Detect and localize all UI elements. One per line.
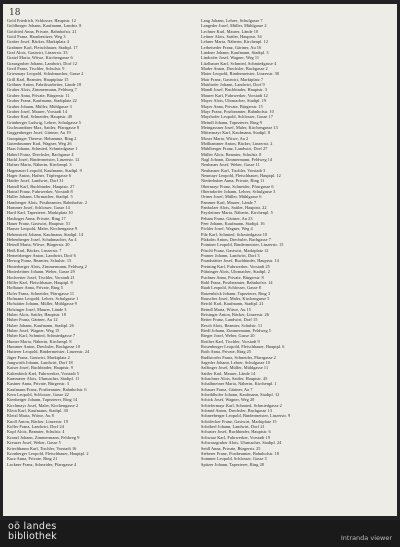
directory-entry: Klein Karl, Kaufmann, Stadtpl. 30 xyxy=(7,408,68,414)
directory-entry: Huber Karl, Schmied, Schmiedgasse 7 xyxy=(7,333,76,339)
directory-entry: Maier Leopold, Bindermeister, Linzerstr. 30 xyxy=(201,71,279,77)
directory-entry: Hehenberger Josef, Schuhmacher, Au 4 xyxy=(7,237,77,243)
directory-entry: Puchner Anna, Private, Bürgerstr. 8 xyxy=(201,274,264,280)
directory-entry: Lehner Maria, Näherin, Kirchenpl. 12 xyxy=(201,39,269,45)
directory-entry: Pühringer Alois, Uhrmacher, Stadtpl. 2 xyxy=(201,269,270,275)
directory-entry: Hainzl Franz, Fuhrwerker, Vorstadt 8 xyxy=(7,189,73,194)
directory-entry: Pöschl Franz, Gastwirt, Marktplatz 12 xyxy=(201,247,269,253)
directory-entry: Sieberer Franz, Postbeamter, Bahnhofstr. 18 xyxy=(201,450,279,456)
directory-entry: Langeder Josef, Müller, Mühlgasse 2 xyxy=(201,23,267,29)
directory-entry: Hinterleitner Johann, Weber, Gasse 29 xyxy=(7,269,75,275)
directory-entry: Mayer Alois, Uhrmacher, Stadtpl. 19 xyxy=(201,98,267,104)
directory-entry: Griesmayr Leopold, Schuhmacher, Gasse 2 xyxy=(7,71,84,77)
directory-entry: Pichler Josef, Wagner, Weg 4 xyxy=(201,226,253,232)
directory-entry: Oberndorfer Johann, Lehrer, Schulgasse 3 xyxy=(201,189,276,194)
directory-entry: Peham Franz, Gärtner, Au 23 xyxy=(201,215,253,221)
directory-entry: Rauscher Josef, Maler, Kirchengasse 5 xyxy=(201,295,270,301)
directory-entry: Hochreiter Josef, Tischler, Vorstadt 21 xyxy=(7,274,75,280)
directory-entry: Gottfried Anna, Private, Bahnhofstr. 21 xyxy=(7,28,77,34)
directory-entry: Gruber Anna, Private, Bürgerstr. 11 xyxy=(7,92,70,98)
directory-entry: Plakolm Anton, Drechsler, Bachgasse 7 xyxy=(201,237,271,243)
library-logo[interactable] xyxy=(8,522,57,542)
directory-entry: Neubauer Josef, Weber, Gasse 11 xyxy=(201,162,260,168)
logo-line-1: oö landes xyxy=(8,521,57,532)
directory-column-right xyxy=(201,18,387,514)
directory-entry: Huber Franz, Gärtner, Au 12 xyxy=(7,317,58,323)
viewer-footer xyxy=(0,520,400,547)
directory-entry: Hemetsberger Anton, Landwirt, Dorf 6 xyxy=(7,253,76,259)
directory-entry: Spitzer Johann, Tapezierer, Ring 28 xyxy=(201,461,265,467)
directory-entry: Gutenbrunner Karl, Wagner, Weg 26 xyxy=(7,140,72,146)
directory-entry: Kienberger Johann, Tapezierer, Ring 14 xyxy=(7,397,78,403)
directory-entry: Resch Alois, Beamter, Schulstr. 11 xyxy=(201,322,263,328)
directory-entry: Rudlstorfer Franz, Schneider, Pfarrgasse 2 xyxy=(201,354,276,360)
directory-entry: Obermayr Franz, Schneider, Pfarrgasse 6 xyxy=(201,183,274,189)
directory-entry: Roither Karl, Tischler, Vorstadt 9 xyxy=(201,338,260,344)
directory-entry: Schöberl Johann, Landwirt, Dorf 21 xyxy=(201,424,265,430)
directory-entry: Schick Josef, Wagner, Weg 20 xyxy=(201,397,255,403)
directory-entry: Hofer Franz, Schneider, Pfarrgasse 11 xyxy=(7,290,75,296)
directory-entry: Hager Anton, Hafner, Töpfergasse 6 xyxy=(7,172,71,178)
directory-entry: Reisinger Anton, Bäcker, Linzerstr. 26 xyxy=(201,311,269,317)
directory-entry: Graf Alois, Gastwirt, Linzerstr. 33 xyxy=(7,50,68,56)
directory-entry: Kopf Alois, Beamter, Schulstr. 4 xyxy=(7,429,65,435)
directory-entry: Leibetseder Franz, Gärtner, Au 16 xyxy=(201,44,262,50)
directory-entry: Hagenauer Leopold, Kaufmann, Stadtpl. 9 xyxy=(7,167,82,173)
directory-entry: Schallmeiner Maria, Näherin, Kirchenpl. 1 xyxy=(201,381,277,387)
directory-entry: Schuster Josef, Buchbinder, Hauptstr. 6 xyxy=(201,429,271,435)
directory-entry: Meingassner Josef, Maler, Kirchengasse 13 xyxy=(201,124,278,130)
logo-line-2: bibliothek xyxy=(8,531,57,542)
directory-entry: Kronberger Leopold, Fleischhauer, Hauptpl. 2 xyxy=(7,450,89,456)
directory-entry: Haller Johann, Uhrmacher, Stadtpl. 5 xyxy=(7,194,73,200)
directory-entry: Lindner Johann, Kaufmann, Stadtpl. 3 xyxy=(201,50,269,56)
directory-entry: Pilz Karl, Schmied, Schmiedgasse 10 xyxy=(201,231,268,237)
directory-entry: Seidl Anna, Private, Bürgerstr. 25 xyxy=(201,445,261,451)
directory-entry: Kaiser Josef, Buchbinder, Hauptstr. 9 xyxy=(7,365,73,371)
directory-entry: Graber Josef, Bäcker, Marktplatz 4 xyxy=(7,39,69,45)
directory-entry: Jungwirth Johann, Landwirt, Dorf 18 xyxy=(7,360,73,365)
directory-entry: Kriechbaum Karl, Tischler, Vorstadt 16 xyxy=(7,445,77,451)
directory-entry: Hutterer Leopold, Bindermeister, Linzerstr. 24 xyxy=(7,349,90,355)
directory-entry: Gruber Karl, Schneider, Hauptstr. 40 xyxy=(7,114,72,120)
directory-entry: Schöfecker Franz, Gastwirt, Marktplatz 15 xyxy=(201,418,277,424)
directory-entry: Koller Franz, Landwirt, Dorf 24 xyxy=(7,424,64,430)
directory-entry: Gumpinger Therese, Hebamme, Ring 2 xyxy=(7,135,77,141)
directory-entry: Mader Anton, Drechsler, Bachgasse 2 xyxy=(201,66,268,72)
directory-entry: Kirchmayr Josef, Maler, Kirchengasse 2 xyxy=(7,402,79,408)
directory-entry: Reiter Franz, Landwirt, Dorf 15 xyxy=(201,317,258,323)
directory-entry: Schwarz Karl, Fuhrwerker, Vorstadt 19 xyxy=(201,434,271,440)
directory-entry: Meindl Johann, Tapezierer, Ring 9 xyxy=(201,119,262,125)
directory-entry: Hammer Josef, Schlosser, Gasse 14 xyxy=(7,205,70,211)
directory-entry: Rabl Franz, Postbeamter, Bahnhofstr. 14 xyxy=(201,279,273,285)
directory-entry: Panholzer Alois, Sattler, Hauptstr. 22 xyxy=(201,205,267,211)
page-number: 18 xyxy=(9,8,21,18)
directory-entry: Scheiblhofer Johann, Kaufmann, Stadtpl. 12 xyxy=(201,392,280,398)
directory-entry: Payrleitner Maria, Näherin, Kirchenpl. 5 xyxy=(201,210,273,216)
directory-entry: Hauser Leopold, Maler, Kirchengasse 9 xyxy=(7,226,78,232)
directory-entry: Kletzl Maria, Witwe, Au 8 xyxy=(7,413,54,419)
directory-entry: Schiefermayr Karl, Schmied, Schmiedgasse 2 xyxy=(201,402,282,408)
directory-entry: Leitner Alois, Sattler, Hauptstr. 34 xyxy=(201,34,262,40)
directory-entry: Hummer Anton, Drechsler, Bachgasse 10 xyxy=(7,343,81,349)
directory-entry: Grill Karl, Beamter, Hauptplatz 15 xyxy=(7,76,69,82)
directory-entry: Kreuzer Josef, Weber, Gasse 5 xyxy=(7,440,61,446)
directory-entry: Grünberger Ludwig, Lehrer, Schulgasse 5 xyxy=(7,119,82,125)
directory-entry: Mayrhofer Leopold, Schlosser, Gasse 17 xyxy=(201,114,273,120)
directory-entry: Grabmer Karl, Fleischhauer, Stadtpl. 17 xyxy=(7,44,78,50)
directory-entry: Niederhuber Anna, Private, Ring 11 xyxy=(201,178,265,184)
directory-entry: Schachner Alois, Sattler, Hauptstr. 45 xyxy=(201,376,268,382)
directory-entry: Goldberger Johann, Kaufmann, Landstr. 8 xyxy=(7,23,82,29)
directory-entry: Lindorfer Josef, Wagner, Weg 11 xyxy=(201,55,260,61)
directory-entry: Neumayr Leopold, Fleischhauer, Hauptpl. 12 xyxy=(201,172,281,178)
directory-entry: Huber Alois, Sattler, Hauptstr. 18 xyxy=(7,311,66,317)
directory-entry: Schauer Franz, Gärtner, Au 7 xyxy=(201,386,253,392)
directory-entry: Mühlberger Franz, Landwirt, Dorf 27 xyxy=(201,146,268,152)
directory-entry: Hofmann Leopold, Lehrer, Schulgasse 1 xyxy=(7,295,79,301)
directory-entry: Haider Josef, Landwirt, Dorf 31 xyxy=(7,178,64,184)
directory-entry: Litzlbauer Karl, Schmied, Schmiedgasse 4 xyxy=(201,60,277,66)
directory-entry: Sattler Karl, Maurer, Lände 14 xyxy=(201,370,256,376)
directory-entry: Gschwandtner Max, Sattler, Pfarrgasse 8 xyxy=(7,124,80,130)
directory-entry: Hofbauer Anna, Private, Ring 5 xyxy=(7,285,63,291)
directory-entry: Gruber Johann, Müller, Mühlgasse 3 xyxy=(7,103,72,109)
directory-entry: Gottl Franz, Hausbesitzer, Weg 3 xyxy=(7,34,66,40)
directory-entry: Müller Alois, Beamter, Schulstr. 8 xyxy=(201,151,262,157)
directory-entry: Haindl Karl, Buchbinder, Hauptstr. 27 xyxy=(7,183,75,189)
directory-entry: Mayer Anna, Private, Bürgerstr. 15 xyxy=(201,103,263,109)
directory-entry: Pammer Karl, Maurer, Lände 7 xyxy=(201,199,257,205)
directory-entry: Lackner Franz, Schneider, Pfarrgasse 4 xyxy=(7,461,77,467)
directory-entry: Gruber Franz, Kaufmann, Stadtplatz 22 xyxy=(7,98,77,104)
directory-entry: Riedl Johann, Zimmermann, Feldweg 5 xyxy=(201,327,272,333)
directory-entry: Greil Franz, Tischler, Schulstr. 9 xyxy=(7,66,65,72)
directory-entry: Hofstätter Johann, Müller, Mühlgasse 9 xyxy=(7,301,77,307)
scanned-page xyxy=(3,4,397,516)
directory-entry: Nagl Johann, Zimmermann, Feldweg 14 xyxy=(201,156,273,162)
directory-entry: Peer Johann, Kaufmann, Stadtpl. 16 xyxy=(201,221,265,227)
directory-entry: Haas Johann, Schmied, Schmiedgasse 1 xyxy=(7,146,78,152)
directory-entry: Maurer Karl, Fuhrwerker, Vorstadt 12 xyxy=(201,92,268,98)
directory-entry: Kaufmann Franz, Postbeamter, Bahnhofstr. 6 xyxy=(7,386,87,392)
directory-entry: Haslinger Anna, Private, Ring 17 xyxy=(7,215,66,221)
directory-entry: Heindl Maria, Witwe, Bürgerstr. 20 xyxy=(7,242,70,248)
directory-entry: Hafner Maria, Näherin, Kirchenpl. 3 xyxy=(7,162,72,168)
directory-entry: Moßhammer Anton, Bäcker, Linzerstr. 2 xyxy=(201,140,273,146)
directory-entry: Pointner Leopold, Bindermeister, Linzerstr. 15 xyxy=(201,242,284,248)
directory-entry: Mandl Josef, Buchbinder, Hauptstr. 3 xyxy=(201,87,267,93)
directory-entry: Humer Maria, Näherin, Kirchenpl. 8 xyxy=(7,338,72,344)
directory-entry: Reichl Karl, Kaufmann, Stadtpl. 21 xyxy=(201,301,264,307)
directory-entry: Schwarzgruber Alois, Uhrmacher, Stadtpl. 24 xyxy=(201,440,282,446)
directory-entry: Kern Leopold, Schlosser, Gasse 22 xyxy=(7,392,69,398)
directory-entry: Mittermayr Karl, Kaufmann, Stadtpl. 8 xyxy=(201,130,271,136)
directory-entry: Ratzenböck Johann, Tapezierer, Ring 3 xyxy=(201,290,271,296)
directory-entry: Raab Leopold, Schlosser, Gasse 8 xyxy=(201,285,261,291)
directory-entry: Kurz Anna, Private, Ring 21 xyxy=(7,456,58,462)
directory-entry: Kammerer Alois, Uhrmacher, Stadtpl. 11 xyxy=(7,376,80,382)
directory-entry: Mair Franz, Gastwirt, Marktplatz 7 xyxy=(201,76,264,82)
directory-entry: Guggenberger Josef, Gärtner, Au 19 xyxy=(7,130,71,136)
directory-entry: Kastner Anna, Private, Bürgerstr. 3 xyxy=(7,381,69,387)
directory-entry: Gratzl Maria, Witwe, Kirchengasse 6 xyxy=(7,55,73,61)
directory-entry: Roth Anna, Private, Ring 25 xyxy=(201,349,252,355)
directory-entry: Moser Maria, Witwe, Au 2 xyxy=(201,135,249,141)
directory-entry: Gröbner Anton, Fabriksarbeiter, Lände 18 xyxy=(7,82,82,88)
directory-entry: Hackl Josef, Bindermeister, Linzerstr. 12 xyxy=(7,156,80,162)
directory-entry: Hamberger Alois, Postbeamter, Bahnhofstr. 2 xyxy=(7,199,88,205)
directory-entry: Hauer Franz, Gastwirt, Hauptstr. 51 xyxy=(7,221,71,227)
directory-entry: Pramer Johann, Landwirt, Dorf 3 xyxy=(201,253,260,259)
directory-entry: Reindl Maria, Witwe, Au 15 xyxy=(201,306,251,312)
directory-entry: Huber Johann, Kaufmann, Stadtpl. 26 xyxy=(7,322,74,328)
directory-entry: Neuhauser Karl, Tischler, Vorstadt 3 xyxy=(201,167,266,173)
directory-entry: Knoll Anton, Bäcker, Linzerstr. 19 xyxy=(7,418,69,424)
directory-entry: Gruber Josef, Maurer, Vorstadt 14 xyxy=(7,108,68,114)
directory-entry: Hartl Karl, Tapezierer, Marktplatz 10 xyxy=(7,210,73,216)
directory-entry: Salfinger Josef, Müller, Mühlgasse 11 xyxy=(201,365,269,371)
viewer-label[interactable]: Intranda viewer xyxy=(340,534,392,542)
directory-column-left xyxy=(7,18,193,514)
directory-entry: Herzog Franz, Beamter, Schulstr. 13 xyxy=(7,258,72,264)
directory-entry: Rieger Josef, Weber, Gasse 20 xyxy=(201,333,255,339)
directory-entry: Gold Friedrich, Schlosser, Hauptstr. 12 xyxy=(7,18,76,23)
directory-entry: Mairhofer Johann, Landwirt, Dorf 9 xyxy=(201,82,265,88)
directory-entry: Gruber Alois, Zimmermann, Feldweg 7 xyxy=(7,87,77,93)
directory-entry: Heiß Karl, Bäcker, Linzerstr. 7 xyxy=(7,247,62,253)
directory-entry: Prandstätter Josef, Buchbinder, Hauptstr. 14 xyxy=(201,258,279,264)
directory-entry: Kranzl Johann, Zimmermann, Feldweg 9 xyxy=(7,434,80,440)
directory-entry: Kaltenböck Karl, Fuhrwerker, Vorstadt 5 xyxy=(7,370,80,376)
directory-entry: Lechner Karl, Maurer, Lände 10 xyxy=(201,28,259,34)
directory-entry: Schmid Anton, Drechsler, Bachgasse 13 xyxy=(201,408,272,414)
directory-entry: Ortner Josef, Müller, Mühlgasse 6 xyxy=(201,194,262,200)
directory-entry: Mayr Franz, Postbeamter, Bahnhofstr. 10 xyxy=(201,108,274,114)
directory-entry: Preining Karl, Fuhrwerker, Vorstadt 25 xyxy=(201,263,270,269)
directory-entry: Hebenstreit Johann, Kaufmann, Stadtpl. 14 xyxy=(7,231,84,237)
directory-entry: Huber Josef, Wagner, Weg 15 xyxy=(7,327,60,333)
directory-entry: Schneeberger Leopold, Bindermeister, Linzerstr. 9 xyxy=(201,413,291,419)
directory-entry: Holzinger Josef, Maurer, Lände 3 xyxy=(7,306,67,312)
directory-entry: Haberl Franz, Drechsler, Bachgasse 4 xyxy=(7,151,74,157)
directory-entry: Höller Karl, Fleischhauer, Hauptpl. 8 xyxy=(7,279,73,285)
directory-entry: Hinterberger Alois, Zimmermann, Feldweg 2 xyxy=(7,263,87,269)
directory-entry: Rosenberger Leopold, Fleischhauer, Hauptpl. 6 xyxy=(201,343,285,349)
directory-entry: Sommer Leopold, Schlosser, Gasse 3 xyxy=(201,456,267,462)
directory-entry: Jäger Franz, Gastwirt, Marktplatz 2 xyxy=(7,354,70,360)
directory-entry: Lang Johann, Lehrer, Schulgasse 7 xyxy=(201,18,263,23)
directory-entry: Grausgruber Johann, Landwirt, Dorf 12 xyxy=(7,60,78,66)
directory-entry: Sageder Johann, Lehrer, Schulgasse 10 xyxy=(201,360,270,365)
